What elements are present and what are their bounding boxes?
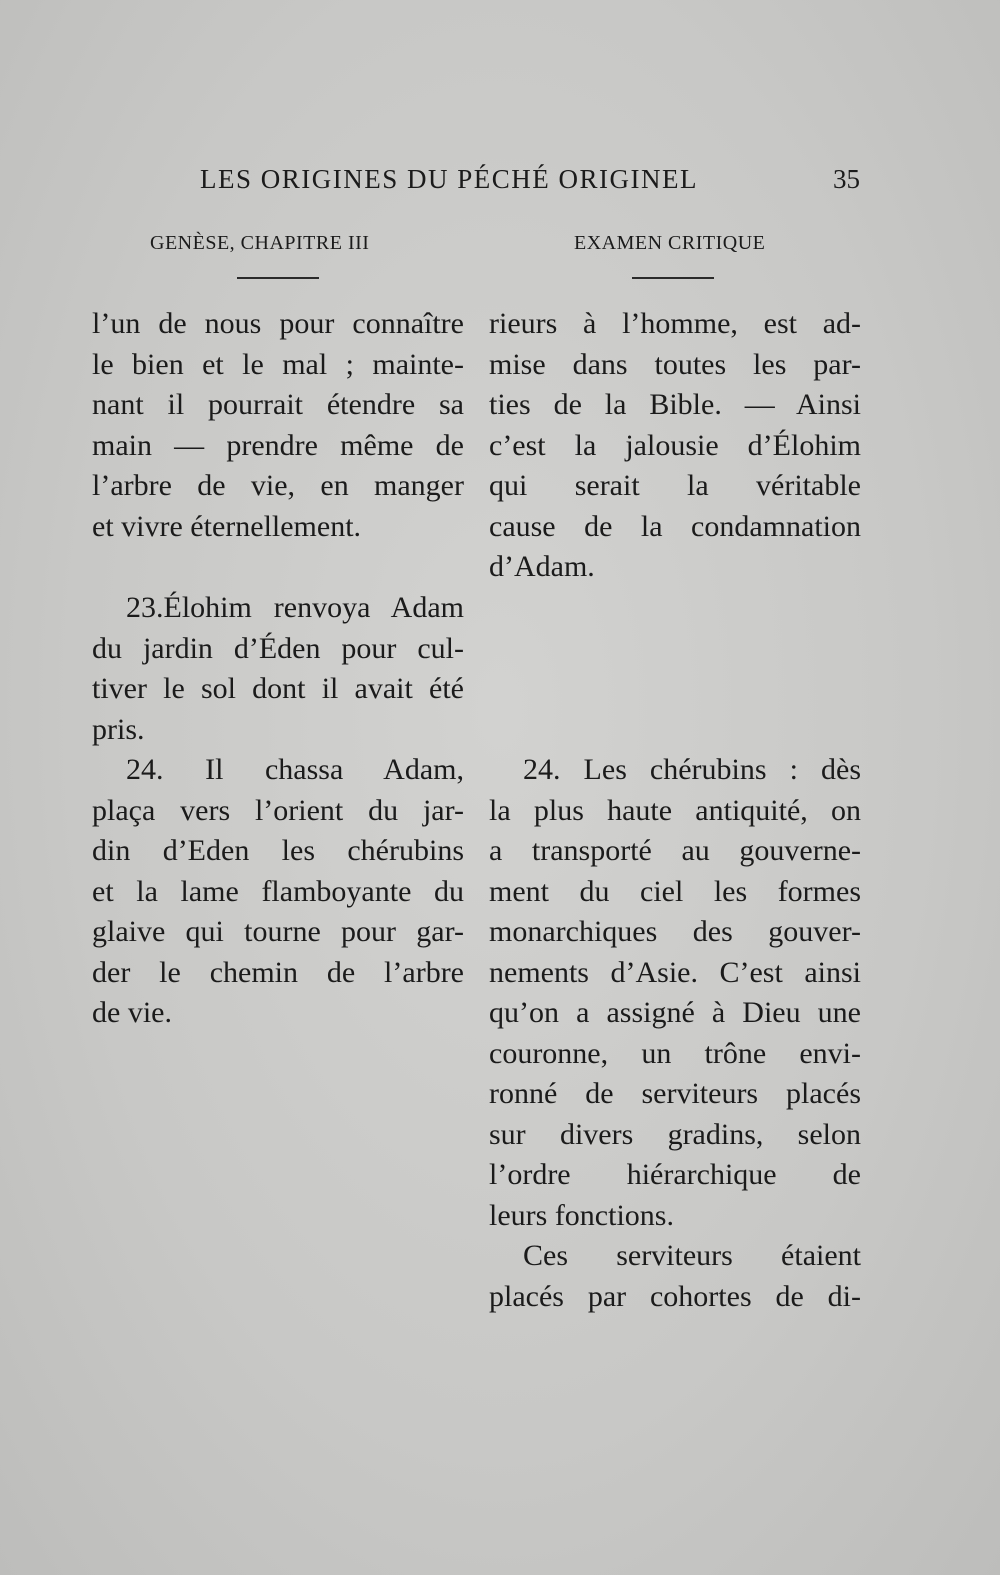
- text-line: 24. Les chérubins : dès: [523, 753, 861, 786]
- genesis-paragraphs-23-24: [92, 588, 464, 1034]
- running-title: LES ORIGINES DU PÉCHÉ ORIGINEL: [200, 164, 698, 194]
- text-line: l’ordre hiérarchique de: [489, 1158, 861, 1191]
- text-line: rieurs à l’homme, est ad-: [489, 307, 861, 340]
- text-line: la plus haute antiquité, on: [489, 793, 861, 827]
- genesis-paragraph-22: [92, 304, 464, 547]
- text-line: nant il pourrait étendre sa: [92, 388, 464, 421]
- text-line: d’Adam.: [489, 550, 595, 583]
- text-line: a transporté au gouverne-: [489, 834, 861, 867]
- text-line: pris.: [92, 712, 145, 746]
- left-column-text: [92, 0, 464, 1575]
- text-line: l’arbre de vie, en manger: [92, 469, 464, 502]
- text-line: ties de la Bible. — Ainsi: [489, 388, 861, 421]
- commentary-paragraph-1: [489, 304, 861, 588]
- text-line: placés par cohortes de di-: [489, 1279, 861, 1313]
- text-line: glaive qui tourne pour gar-: [92, 915, 464, 948]
- text-line: 23.Élohim renvoya Adam: [126, 591, 464, 624]
- text-line: ment du ciel les formes: [489, 874, 861, 908]
- text-line: leurs fonctions.: [489, 1198, 674, 1232]
- text-line: qui serait la véritable: [489, 469, 861, 502]
- left-column-heading: GENÈSE, CHAPITRE III: [150, 232, 370, 254]
- text-line: couronne, un trône envi-: [489, 1036, 861, 1070]
- text-line: ronné de serviteurs placés: [489, 1077, 861, 1110]
- right-column-heading: EXAMEN CRITIQUE: [574, 232, 766, 254]
- text-line: du jardin d’Éden pour cul-: [92, 631, 464, 665]
- text-line: et la lame flamboyante du: [92, 874, 464, 908]
- text-line: nements d’Asie. C’est ainsi: [489, 955, 861, 989]
- text-line: le bien et le mal ; mainte-: [92, 347, 464, 381]
- text-line: Ces serviteurs étaient: [523, 1239, 861, 1272]
- text-line: der le chemin de l’arbre: [92, 955, 464, 989]
- text-line: l’un de nous pour connaître: [92, 307, 464, 340]
- right-column-text: [489, 0, 861, 1575]
- text-line: monarchiques des gouver-: [489, 915, 861, 948]
- text-line: 24. Il chassa Adam,: [126, 753, 464, 786]
- text-line: cause de la condamnation: [489, 509, 861, 543]
- text-line: tiver le sol dont il avait été: [92, 672, 464, 705]
- text-line: sur divers gradins, selon: [489, 1117, 861, 1151]
- text-line: c’est la jalousie d’Élohim: [489, 428, 861, 462]
- text-line: din d’Eden les chérubins: [92, 834, 464, 867]
- page-number: 35: [833, 164, 860, 194]
- text-line: de vie.: [92, 996, 172, 1029]
- text-line: plaça vers l’orient du jar-: [92, 793, 464, 827]
- text-line: mise dans toutes les par-: [489, 347, 861, 381]
- text-line: et vivre éternellement.: [92, 509, 362, 543]
- text-line: qu’on a assigné à Dieu une: [489, 996, 861, 1029]
- commentary-paragraph-24: [489, 750, 861, 1317]
- text-line: main — prendre même de: [92, 428, 464, 462]
